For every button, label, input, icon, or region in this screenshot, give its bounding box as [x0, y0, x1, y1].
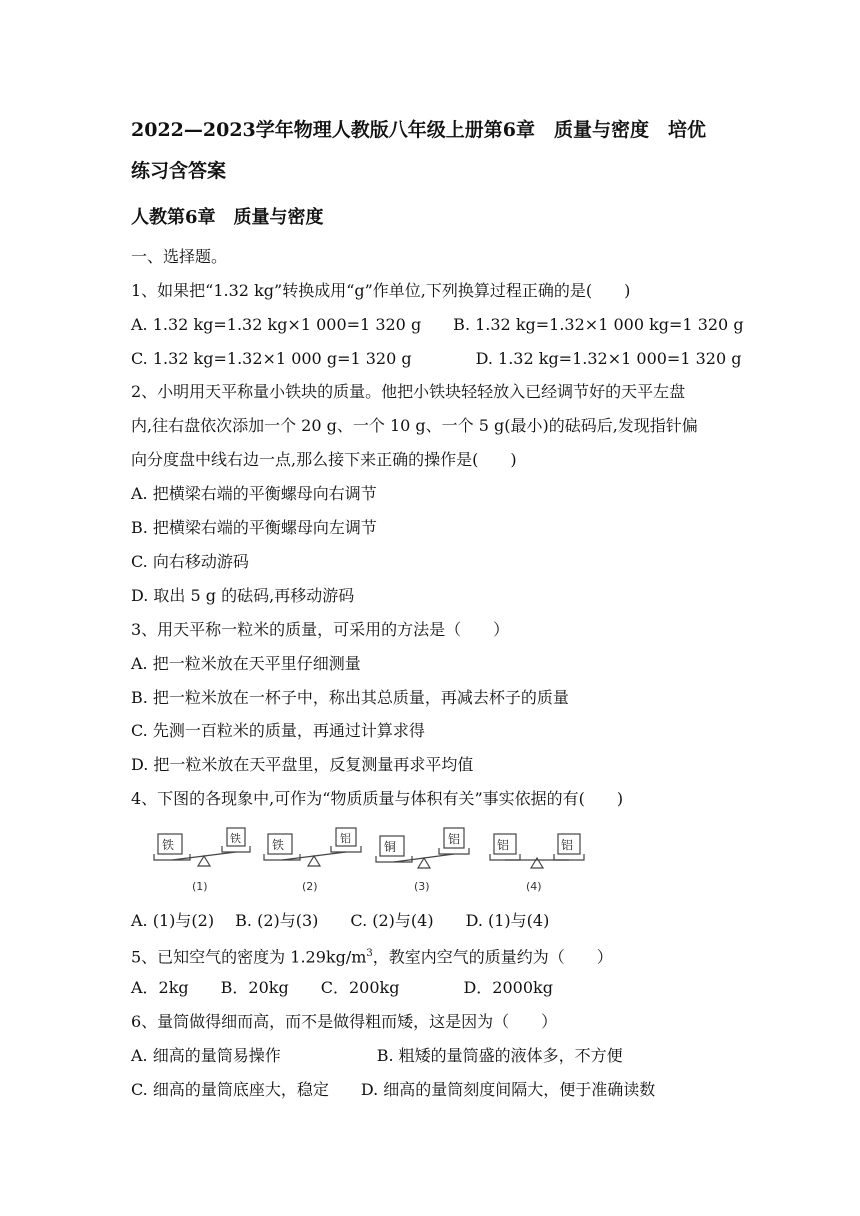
q2-option-b: B. 把横梁右端的平衡螺母向左调节	[131, 518, 377, 537]
q5-stem-text: 5、已知空气的密度为 1.29kg/m	[131, 947, 367, 967]
q2-stem-line-2: 内,往右盘依次添加一个 20 g、一个 10 g、一个 5 g(最小)的砝码后,发现指针偏	[131, 416, 698, 435]
q2-stem-line-1: 2、小明用天平称量小铁块的质量。他把小铁块轻轻放入已经调节好的天平左盘	[131, 382, 686, 401]
panel-1-right-block-label: 铁	[230, 832, 241, 845]
q5-stem	[131, 943, 613, 968]
panel-4-right-block-label: 铝	[561, 838, 574, 852]
panel-2-right-block-label: 铝	[340, 832, 351, 845]
panel-2-caption: (2)	[302, 880, 318, 893]
balance-figure	[150, 824, 590, 896]
q4-options: A. (1)与(2) B. (2)与(3) C. (2)与(4) D. (1)与(4)	[131, 911, 550, 930]
panel-3-caption: (3)	[414, 880, 430, 893]
q2-option-a: A. 把横梁右端的平衡螺母向右调节	[131, 484, 377, 503]
q6-options-row-2: C. 细高的量筒底座大，稳定 D. 细高的量筒刻度间隔大，便于准确读数	[131, 1080, 656, 1099]
q6-stem: 6、量筒做得细而高，而不是做得粗而矮，这是因为（ ）	[131, 1012, 558, 1031]
panel-3-right-block-label: 铝	[448, 832, 461, 846]
section-heading: 一、选择题。	[131, 247, 228, 266]
q1-options-row-1: A. 1.32 kg=1.32 kg×1 000=1 320 g B. 1.32 kg=1.32×1 000 kg=1 320 g	[131, 315, 744, 334]
q3-option-a: A. 把一粒米放在天平里仔细测量	[131, 654, 361, 673]
q1-options-row-2: C. 1.32 kg=1.32×1 000 g=1 320 g D. 1.32 kg=1.32×1 000=1 320 g	[131, 349, 742, 368]
q5-stem-tail: ，教室内空气的质量约为（ ）	[372, 947, 613, 967]
q2-stem-line-3: 向分度盘中线右边一点,那么接下来正确的操作是( )	[131, 450, 517, 469]
q4-stem: 4、下图的各现象中,可作为“物质质量与体积有关”事实依据的有( )	[131, 789, 624, 808]
panel-2-left-block-label: 铁	[272, 838, 285, 852]
q3-option-b: B. 把一粒米放在一杯子中，称出其总质量，再减去杯子的质量	[131, 688, 569, 707]
q6-options-row-1: A. 细高的量筒易操作 B. 粗矮的量筒盛的液体多，不方便	[131, 1046, 623, 1065]
panel-4-left-block-label: 铝	[497, 838, 510, 852]
q5-options: A．2kg B．20kg C．200kg D．2000kg	[131, 978, 553, 997]
panel-1-left-block-label: 铁	[162, 838, 175, 852]
panel-1-caption: (1)	[192, 880, 208, 893]
q3-option-c: C. 先测一百粒米的质量，再通过计算求得	[131, 721, 425, 740]
balance-panel-2	[264, 828, 361, 893]
chapter-heading: 人教第6章 质量与密度	[131, 207, 324, 228]
q5-superscript: 3	[366, 948, 373, 959]
q2-option-c: C. 向右移动游码	[131, 552, 249, 571]
balance-panel-4	[490, 834, 584, 893]
panel-3-left-block-label: 铜	[384, 840, 397, 854]
balance-panel-1	[154, 828, 250, 893]
panel-4-caption: (4)	[526, 880, 542, 893]
q1-stem: 1、如果把“1.32 kg”转换成用“g”作单位,下列换算过程正确的是( )	[131, 281, 631, 300]
q2-option-d: D. 取出 5 g 的砝码,再移动游码	[131, 586, 355, 605]
document-title-line-2: 练习含答案	[131, 160, 227, 182]
q3-stem: 3、用天平称一粒米的质量，可采用的方法是（ ）	[131, 620, 510, 639]
balance-panel-3	[376, 828, 469, 893]
q3-option-d: D. 把一粒米放在天平盘里，反复测量再求平均值	[131, 755, 474, 774]
document-title-line-1: 2022—2023学年物理人教版八年级上册第6章 质量与密度 培优	[131, 119, 706, 141]
